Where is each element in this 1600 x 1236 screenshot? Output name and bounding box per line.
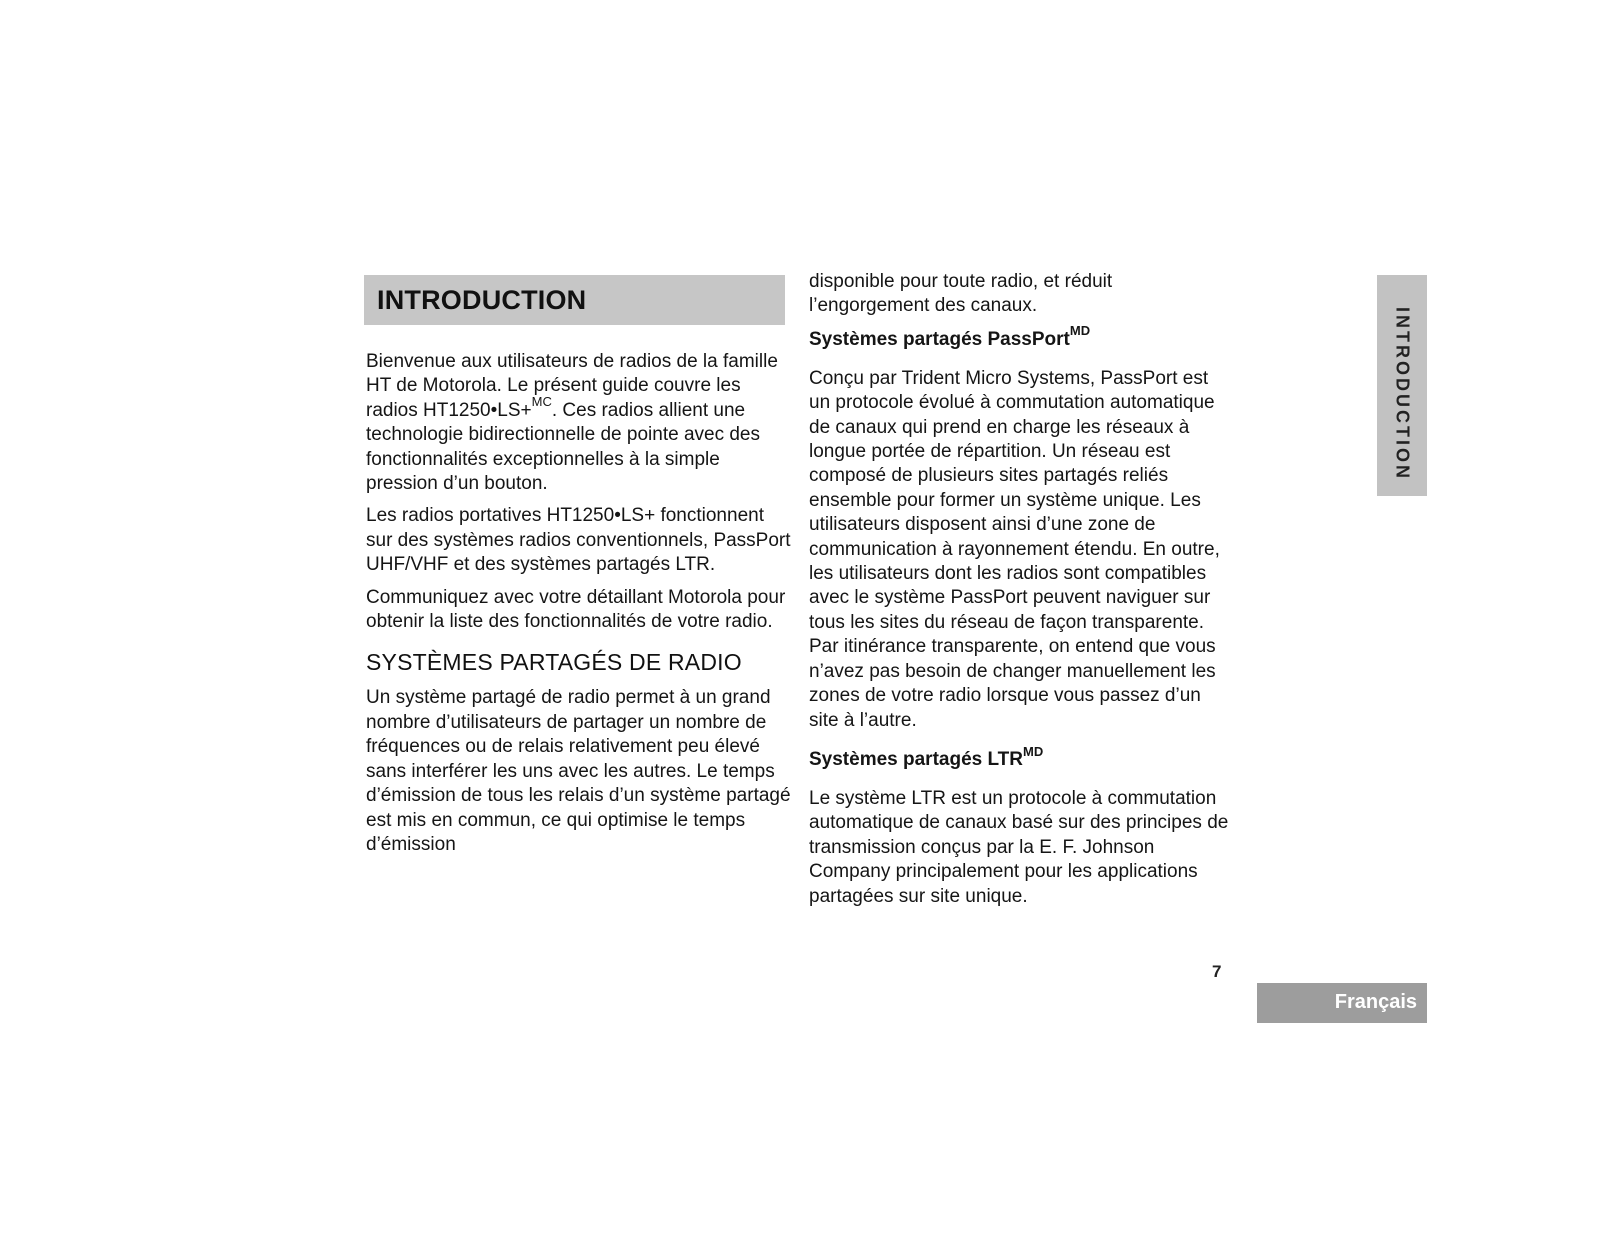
- ltr-heading-text: Systèmes partagés LTR: [809, 748, 1024, 770]
- passport-heading: [809, 323, 1229, 353]
- chapter-side-tab: [1377, 275, 1427, 496]
- dealer-paragraph: Communiquez avec votre détaillant Motorola pour obtenir la liste des fonctionnalités de votre radio.: [366, 586, 786, 633]
- trunked-systems-heading: SYSTÈMES PARTAGÉS DE RADIO: [366, 649, 742, 676]
- trunked-systems-paragraph: Un système partagé de radio permet à un grand nombre d’utilisateurs de partager un nombre de fréquences ou de relais relativement peu élevé sans interférer les uns avec les autres. Le temps d’émission de tous les relais d’un système partagé est mis en commun, ce qui optimise le temps d’émission: [366, 687, 791, 855]
- radios-paragraph: Les radios portatives HT1250•LS+ fonctionnent sur des systèmes radios conventionnels, PassPort UHF/VHF et des systèmes partagés LTR.: [366, 505, 791, 576]
- right-column: [809, 270, 1229, 917]
- language-tab: [1257, 983, 1427, 1023]
- passport-trademark: MD: [1069, 323, 1091, 339]
- passport-paragraph: Conçu par Trident Micro Systems, PassPort est un protocole évolué à commutation automatique de canaux qui prend en charge les réseaux à longue portée de répartition. Un réseau est composé de plusieurs sites partagés reliés ensemble pour former un système unique. Les utilisateurs disposent ainsi d’une zone de communication à rayonnement étendu. En outre, les utilisateurs dont les radios sont compatibles avec le système PassPort peuvent naviguer sur tous les sites du réseau de façon transparente. Par itinérance transparente, on entend que vous n’avez pas besoin de changer manuellement les zones de votre radio lorsque vous passez d’un site à l’autre.: [809, 367, 1220, 731]
- intro-text-start: Bienvenue aux utilisateurs de radios de la famille HT de Motorola. Le présent guide couvre les radios HT1250•LS+: [366, 351, 778, 421]
- left-column: [366, 350, 792, 865]
- ltr-trademark: MD: [1023, 743, 1044, 759]
- ltr-paragraph: Le système LTR est un protocole à commutation automatique de canaux basé sur des principes de transmission conçus par la E. F. Johnson Company principalement pour les applications partagées sur site unique.: [809, 787, 1229, 907]
- ltr-heading: [809, 743, 1229, 773]
- intro-text-end: . Ces radios allient une technologie bidirectionnelle de pointe avec des fonctionnalités exceptionnelles à la simple pression d’un bouton.: [366, 399, 760, 495]
- section-header-bar: [364, 275, 785, 325]
- page-number: 7: [1212, 962, 1222, 981]
- trademark-superscript: MC: [531, 394, 552, 410]
- language-label: Français: [1334, 991, 1417, 1013]
- passport-heading-text: Systèmes partagés PassPort: [809, 328, 1070, 350]
- continued-paragraph: disponible pour toute radio, et réduit l’engorgement des canaux.: [809, 271, 1113, 317]
- section-title: INTRODUCTION: [377, 285, 587, 315]
- intro-paragraph: [366, 350, 792, 496]
- chapter-side-tab-label: INTRODUCTION: [1392, 307, 1413, 481]
